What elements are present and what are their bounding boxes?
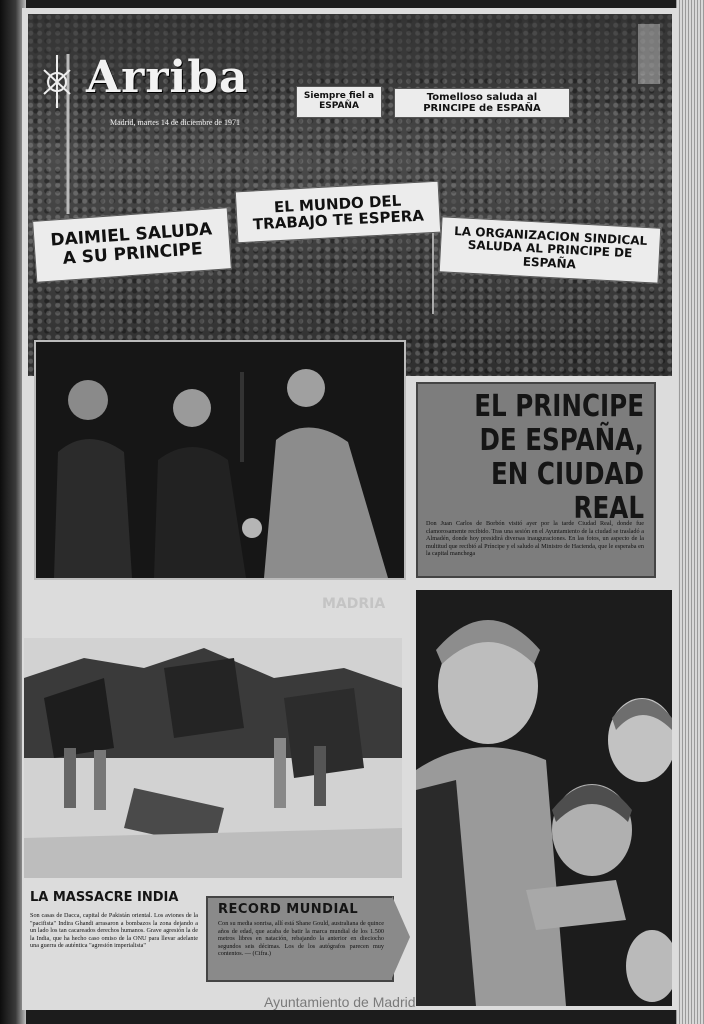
headline-line-2: DE ESPAÑA, <box>479 423 644 458</box>
record-arrow-icon <box>392 896 410 978</box>
record-box <box>206 896 394 982</box>
headline-line-1: EL PRINCIPE <box>474 389 644 424</box>
destruction-photo <box>24 638 402 878</box>
record-body: Con su media sonrisa, allí está Shane Gould, australiana de quince años de edad, que acaba de batir la marca mundial de los 1.500 metros libres en natación, rebajando la anterior en dieciocho segundos seis décimas. Los de los autógrafos parecen muy contentos. — (Cifra.) <box>218 920 384 958</box>
crowd-photo <box>28 14 672 376</box>
handshake-photo <box>34 340 406 580</box>
main-caption: Don Juan Carlos de Borbón visitó ayer por la tarde Ciudad Real, donde fue clamorosamente recibido. Tras una sesión en el Ayuntamiento de la ciudad se trasladó a Almadén, donde hoy presidirá diversas inauguraciones. En las fotos, un aspecto de la multitud que recibió al Príncipe y el saludo al Ministro de Hacienda, que le esperaba en la capital manchega <box>426 520 644 558</box>
headline-line-3: EN CIUDAD REAL <box>490 457 644 526</box>
banner-daimiel: DAIMIEL SALUDA A SU PRINCIPE <box>32 207 232 283</box>
banner-siempre-fiel: Siempre fiel a ESPAÑA <box>296 86 382 118</box>
archive-watermark: Ayuntamiento de Madrid <box>264 994 416 1010</box>
newspaper-page <box>22 8 678 1010</box>
swimmer-photo <box>416 590 672 1006</box>
banner-tomelloso: Tomelloso saluda al PRINCIPE de ESPAÑA <box>394 88 570 118</box>
masthead-title: Arriba <box>86 52 249 103</box>
banner-mundo-trabajo: EL MUNDO DEL TRABAJO TE ESPERA <box>235 181 441 244</box>
massacre-title: LA MASSACRE INDIA <box>30 890 179 905</box>
page-stack-right <box>676 0 704 1024</box>
bleed-text: MADRIA <box>322 596 386 612</box>
masthead-date: Madrid, martes 14 de diciembre de 1971 <box>110 118 240 127</box>
handshake-figures <box>36 342 404 578</box>
flag-emblem-icon <box>40 50 74 110</box>
headline <box>429 390 644 526</box>
record-title: RECORD MUNDIAL <box>218 902 359 917</box>
rubble-scene <box>24 638 402 878</box>
headline-box <box>416 382 656 578</box>
banner-organizacion-sindical: LA ORGANIZACION SINDICAL SALUDA AL PRINCIPE DE ESPAÑA <box>439 216 662 283</box>
massacre-body: Son casas de Dacca, capital de Pakistán oriental. Los aviones de la "pacifista" Indira Ghandi arrasaron a bombazos la zona dejando a un lado los tan cacareados derechos humanos. Grave agresión la de la India, que ha hecho caso omiso de la ONU para llevar adelante una guerra de auténtica "agresión imperialista" <box>30 912 198 950</box>
swimmer-figures <box>416 590 672 1006</box>
